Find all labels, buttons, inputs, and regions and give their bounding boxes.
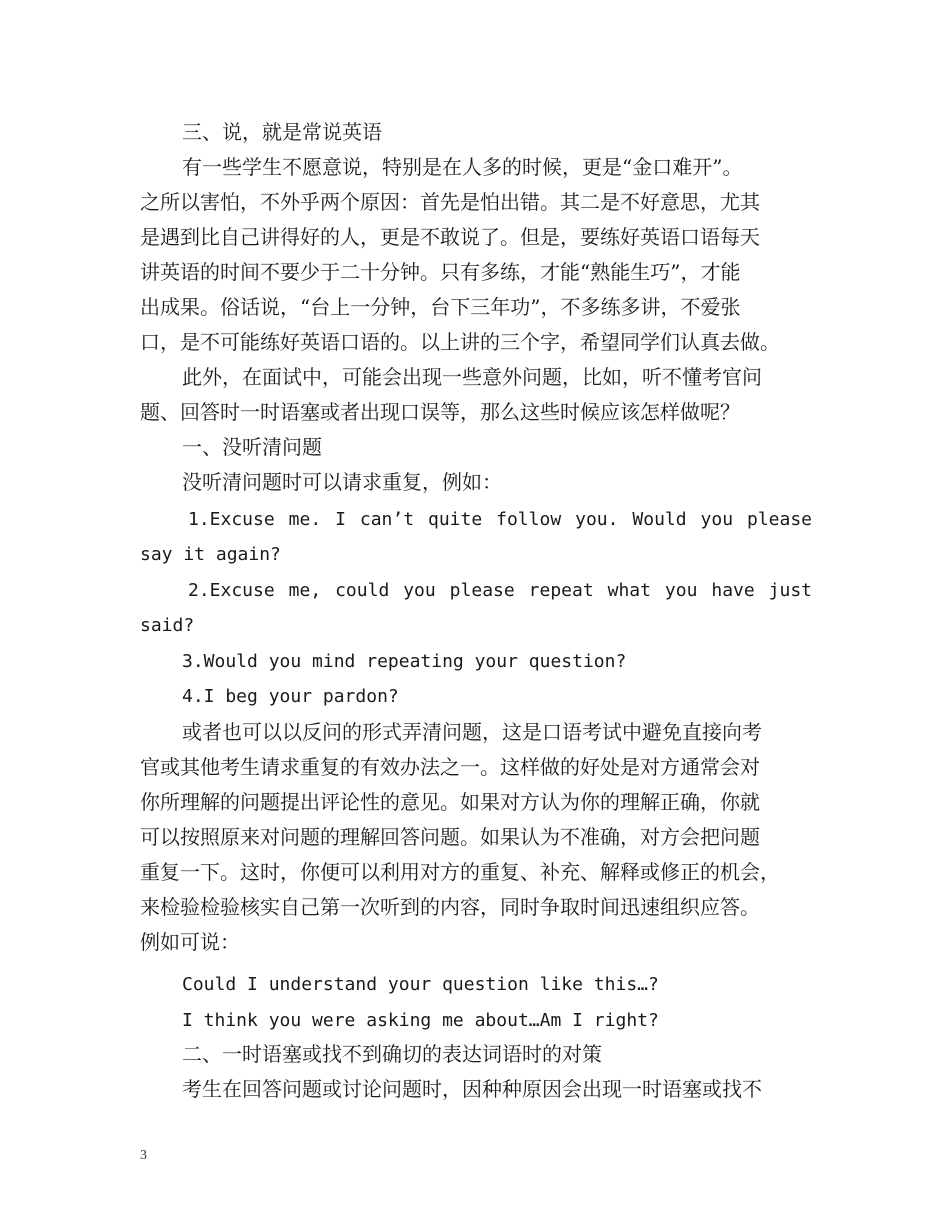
paragraph-line: 例如可说： [140, 930, 240, 954]
section-heading-stuck: 二、一时语塞或找不到确切的表达词语时的对策 [182, 1042, 602, 1066]
paragraph-line: 重复一下。这时，你便可以利用对方的重复、补充、解释或修正的机会， [140, 860, 780, 884]
paragraph-line: 官或其他考生请求重复的有效办法之一。这样做的好处是对方通常会对 [140, 755, 760, 779]
paragraph-line: 或者也可以以反问的形式弄清问题，这是口语考试中避免直接向考 [182, 720, 762, 744]
paragraph-line: 口，是不可能练好英语口语的。以上讲的三个字，希望同学们认真去做。 [140, 330, 780, 354]
example-sentence: 3.Would you mind repeating your question? [182, 651, 627, 672]
paragraph-line: 题、回答时一时语塞或者出现口误等，那么这些时候应该怎样做呢？ [140, 400, 740, 424]
paragraph-line: 此外，在面试中，可能会出现一些意外问题，比如，听不懂考官问 [182, 365, 762, 389]
paragraph-line: 讲英语的时间不要少于二十分钟。只有多练，才能“熟能生巧”，才能 [140, 260, 741, 284]
paragraph-line: 之所以害怕，不外乎两个原因：首先是怕出错。其二是不好意思，尤其 [140, 190, 760, 214]
paragraph-line: 出成果。俗话说，“台上一分钟，台下三年功”，不多练多讲，不爱张 [140, 295, 741, 319]
example-sentence: 2.Excuse me, could you please repeat what you have just [188, 580, 812, 601]
paragraph-line: 没听清问题时可以请求重复，例如： [182, 470, 502, 494]
page-number: 3 [140, 1148, 147, 1163]
example-sentence: I think you were asking me about…Am I right? [182, 1010, 659, 1031]
paragraph-line: 有一些学生不愿意说，特别是在人多的时候，更是“金口难开”。 [182, 155, 743, 179]
example-sentence: 1.Excuse me. I can’t quite follow you. Would you please [188, 509, 812, 530]
paragraph-line: 来检验检验核实自己第一次听到的内容，同时争取时间迅速组织应答。 [140, 895, 760, 919]
section-heading-not-heard: 一、没听清问题 [182, 435, 322, 459]
example-sentence: said? [140, 615, 195, 636]
paragraph-line: 可以按照原来对问题的理解回答问题。如果认为不准确，对方会把问题 [140, 825, 760, 849]
example-sentence: Could I understand your question like this…? [182, 974, 659, 995]
example-sentence: say it again? [140, 544, 281, 565]
example-sentence: 4.I beg your pardon? [182, 686, 399, 707]
section-heading-speak: 三、说，就是常说英语 [182, 120, 382, 144]
paragraph-line: 是遇到比自己讲得好的人，更是不敢说了。但是，要练好英语口语每天 [140, 225, 760, 249]
paragraph-line: 考生在回答问题或讨论问题时，因种种原因会出现一时语塞或找不 [182, 1077, 762, 1101]
paragraph-line: 你所理解的问题提出评论性的意见。如果对方认为你的理解正确，你就 [140, 790, 760, 814]
